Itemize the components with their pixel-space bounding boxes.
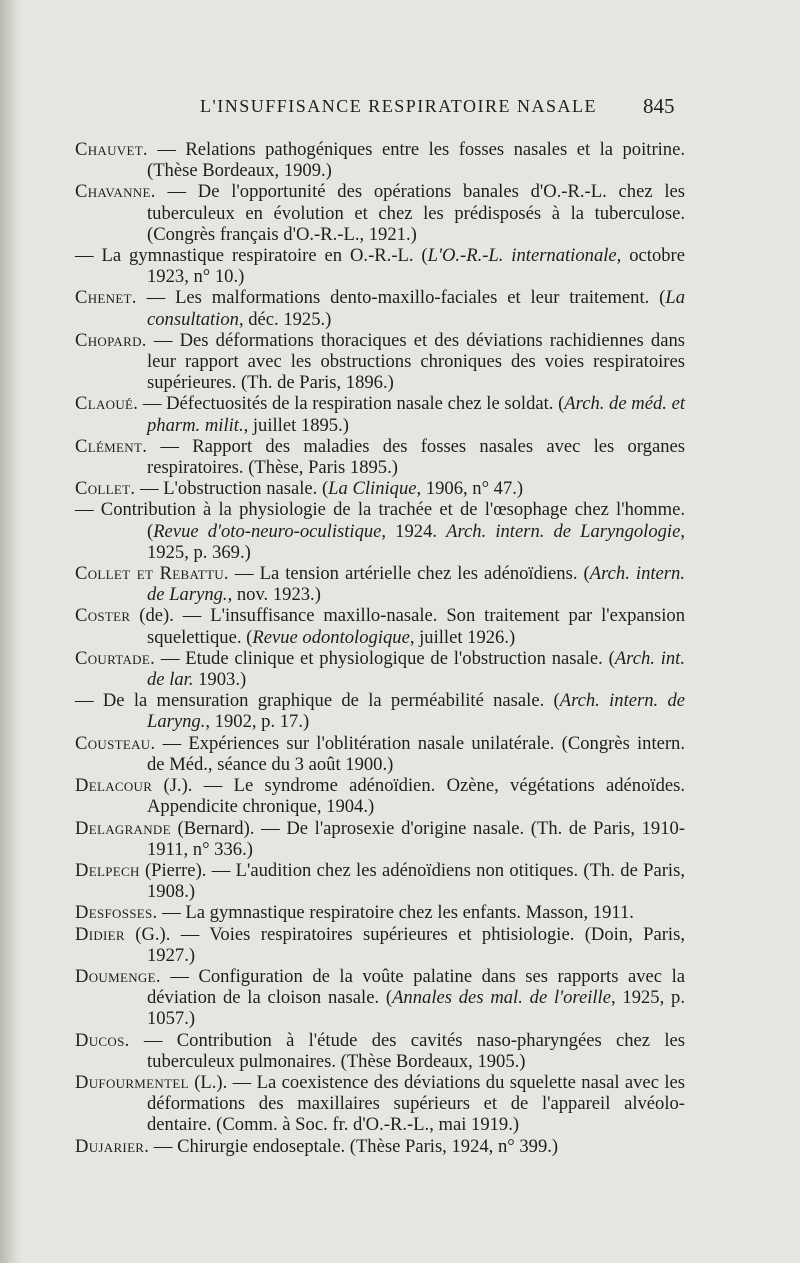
entry-text: De la mensuration graphique de la perméabilité nasale. ( (93, 690, 560, 712)
bibliography-entry (75, 733, 685, 775)
entry-text: , 1925, p. 369.) (147, 520, 686, 563)
entry-text: 1903.) (193, 669, 247, 691)
entry-text: (Bernard). — De l'aprosexie d'origine nasale. (Th. de Paris, 1910-1911, n° 336.) (147, 817, 685, 860)
entry-text: — Relations pathogéniques entre les fosses nasales et la poitrine. (Thèse Bordeaux, 1909.) (147, 139, 685, 182)
entry-text: , juillet 1926.) (409, 626, 516, 648)
bibliography-entry (75, 563, 685, 605)
running-title: L'INSUFFISANCE RESPIRATOIRE NASALE (200, 96, 597, 116)
bibliography-entry (75, 902, 685, 923)
bibliography-entry (75, 966, 685, 1030)
entry-author: Chopard. (75, 329, 147, 351)
entry-author: Delagrande (75, 817, 171, 839)
entry-text: — Etude clinique et physiologique de l'obstruction nasale. ( (155, 647, 615, 669)
entry-text: — Les malformations dento-maxillo-faciales et leur traitement. ( (136, 287, 666, 309)
entry-author: Cousteau. (75, 732, 156, 754)
entry-text: , 1925, p. 1057.) (147, 987, 685, 1030)
entry-source-title: Arch. int. de lar. (147, 647, 685, 691)
entry-author: Claoué. (75, 393, 139, 415)
entry-text: — Défectuosités de la respiration nasale chez le soldat. ( (138, 393, 565, 415)
entry-text: La gymnastique respiratoire en O.-R.-L. ( (93, 245, 428, 267)
entry-text: — Chirurgie endoseptale. (Thèse Paris, 1924, n° 399.) (149, 1135, 559, 1157)
entry-text: , 1906, n° 47.) (416, 478, 524, 500)
entry-text: — Configuration de la voûte palatine dans ses rapports avec la déviation de la cloison nasale. ( (147, 965, 685, 1009)
entry-text: , 1924. (381, 520, 447, 542)
entry-source-title: Annales des mal. de l'oreille (392, 987, 611, 1009)
entry-source-title: La consultation (147, 287, 685, 330)
entry-text: — La tension artérielle chez les adénoïdiens. ( (228, 563, 590, 585)
entry-author: Desfosses. (75, 902, 158, 924)
entry-source-title: Arch. intern. de Laryngologie (446, 520, 681, 542)
bibliography-entry (75, 181, 685, 245)
bibliography-entry (75, 139, 685, 181)
entry-author: Ducos. (75, 1029, 130, 1051)
bibliography-entry (75, 690, 685, 732)
bibliography-entry (75, 1030, 685, 1072)
entry-source-title: Arch. intern. de Laryng. (147, 563, 685, 606)
bibliography-entry (75, 330, 685, 394)
entry-source-title: Arch. de méd. et pharm. milit. (147, 393, 685, 436)
entry-text: — Expériences sur l'oblitération nasale unilatérale. (Congrès intern. de Méd., séance du 3 août 1900.) (147, 732, 685, 775)
entry-author: Coster (75, 605, 131, 627)
entry-source-title: Revue d'oto-neuro-oculistique (153, 520, 382, 542)
entry-text: , juillet 1895.) (243, 414, 349, 436)
entry-text: — Contribution à l'étude des cavités naso-pharyngées chez les tuberculeux pulmonaires. (Thèse Bordeaux, 1905.) (129, 1029, 685, 1072)
bibliography-entry (75, 605, 685, 647)
entry-text: , octobre 1923, n° 10.) (147, 245, 685, 288)
entry-source-title: Arch. intern. de Laryng. (147, 690, 686, 733)
entry-text: , 1902, p. 17.) (205, 711, 310, 733)
entry-source-title: Revue odontologique (252, 626, 410, 648)
page-header (0, 94, 800, 124)
entry-text: , déc. 1925.) (238, 308, 332, 330)
entry-source-title: L'O.-R.-L. internationale (427, 245, 617, 267)
entry-author: — (75, 245, 94, 267)
entry-author: Clément. (75, 435, 148, 457)
entry-text: (Pierre). — L'audition chez les adénoïdiens non otitiques. (Th. de Paris, 1908.) (139, 859, 685, 903)
entry-author: Chenet. (75, 287, 137, 309)
bibliography-entry (75, 393, 685, 435)
entry-author: Delpech (75, 859, 140, 881)
entry-text: — La gymnastique respiratoire chez les enfants. Masson, 1911. (157, 902, 634, 924)
entry-text: (L.). — La coexistence des déviations du squelette nasal avec les déformations des maxillaires supérieurs et de l'appareil alvéolo-dentaire. (Comm. à Soc. fr. d'O.-R.-L., mai 1919.) (147, 1071, 685, 1136)
bibliography-entry (75, 1072, 685, 1136)
entry-author: Chavanne. (75, 181, 156, 203)
entry-author: Doumenge. (75, 965, 161, 987)
page-spine-shadow (0, 0, 22, 1263)
entry-author: — (75, 690, 94, 712)
entry-text: — Rapport des maladies des fosses nasales avec les organes respiratoires. (Thèse, Paris 1895.) (147, 435, 685, 479)
bibliography-list (75, 139, 685, 1157)
entry-author: Dujarier. (75, 1135, 150, 1157)
entry-author: Courtade. (75, 647, 156, 669)
bibliography-entry (75, 775, 685, 817)
entry-text: , nov. 1923.) (227, 584, 321, 606)
bibliography-entry (75, 1136, 685, 1157)
bibliography-entry (75, 860, 685, 902)
bibliography-entry (75, 924, 685, 966)
entry-text: (de). — L'insuffisance maxillo-nasale. Son traitement par l'expansion squelettique. ( (130, 605, 685, 648)
bibliography-entry (75, 287, 685, 329)
entry-author: Collet et Rebattu. (75, 563, 229, 585)
bibliography-entry (75, 648, 685, 690)
entry-text: (G.). — Voies respiratoires supérieures et phtisiologie. (Doin, Paris, 1927.) (124, 923, 685, 966)
entry-text: — De l'opportunité des opérations banales d'O.-R.-L. chez les tuberculeux en évolution et chez les prédisposés à la tuberculose. (Congrès français d'O.-R.-L., 1921.) (147, 181, 685, 245)
entry-author: Dufourmentel (75, 1071, 189, 1093)
entry-author: — (75, 499, 94, 521)
page-number: 845 (643, 94, 675, 118)
entry-author: Collet. (75, 478, 136, 500)
bibliography-entry (75, 818, 685, 860)
entry-author: Delacour (75, 775, 153, 797)
bibliography-entry (75, 478, 685, 499)
entry-text: (J.). — Le syndrome adénoïdien. Ozène, végétations adénoïdes. Appendicite chronique, 1904.) (147, 775, 685, 818)
bibliography-entry (75, 436, 685, 478)
entry-text: — Des déformations thoraciques et des déviations rachidiennes dans leur rapport avec les obstructions chroniques des voies respiratoires supérieures. (Th. de Paris, 1896.) (146, 329, 685, 394)
entry-text: Contribution à la physiologie de la trachée et de l'œsophage chez l'homme. ( (93, 499, 685, 542)
entry-author: Didier (75, 923, 125, 945)
entry-source-title: La Clinique (328, 478, 417, 500)
bibliography-entry (75, 245, 685, 287)
entry-author: Chauvet. (75, 139, 148, 160)
bibliography-entry (75, 499, 685, 563)
entry-text: — L'obstruction nasale. ( (135, 478, 329, 500)
